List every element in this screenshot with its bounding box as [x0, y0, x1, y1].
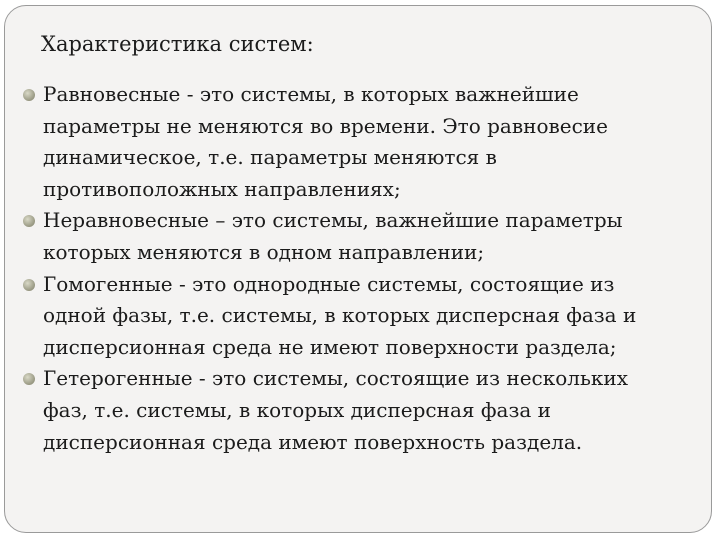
bullet-line: дисперсионная среда имеют поверхность раздела.: [43, 429, 583, 454]
bullet-line: Равновесные - это системы, в которых важнейшие: [43, 82, 579, 106]
bullet-list: [23, 79, 699, 458]
slide-title: Характеристика систем:: [41, 32, 314, 56]
bullet-dot-icon: [23, 373, 35, 385]
bullet-line: параметры не меняются во времени. Это равновесие: [43, 113, 608, 138]
bullet-line: Гомогенные - это однородные системы, состоящие из: [43, 271, 615, 296]
bullet-item: [23, 205, 699, 268]
bullet-line: Гетерогенные - это системы, состоящие из нескольких: [43, 366, 628, 391]
bullet-line: Неравновесные – это системы, важнейшие параметры: [43, 208, 623, 233]
bullet-line: одной фазы, т.е. системы, в которых дисперсная фаза и: [43, 303, 637, 328]
bullet-dot-icon: [23, 89, 35, 101]
bullet-item: [23, 363, 699, 458]
bullet-dot-icon: [23, 215, 35, 227]
bullet-line: противоположных направлениях;: [43, 176, 401, 201]
bullet-line: динамическое, т.е. параметры меняются в: [43, 145, 497, 170]
bullet-line: которых меняются в одном направлении;: [43, 239, 485, 264]
bullet-item: [23, 269, 699, 364]
bullet-line: дисперсионная среда не имеют поверхности раздела;: [43, 334, 617, 359]
bullet-item: [23, 79, 699, 205]
slide-frame: [4, 5, 712, 533]
bullet-line: фаз, т.е. системы, в которых дисперсная фаза и: [43, 397, 551, 422]
bullet-dot-icon: [23, 279, 35, 291]
